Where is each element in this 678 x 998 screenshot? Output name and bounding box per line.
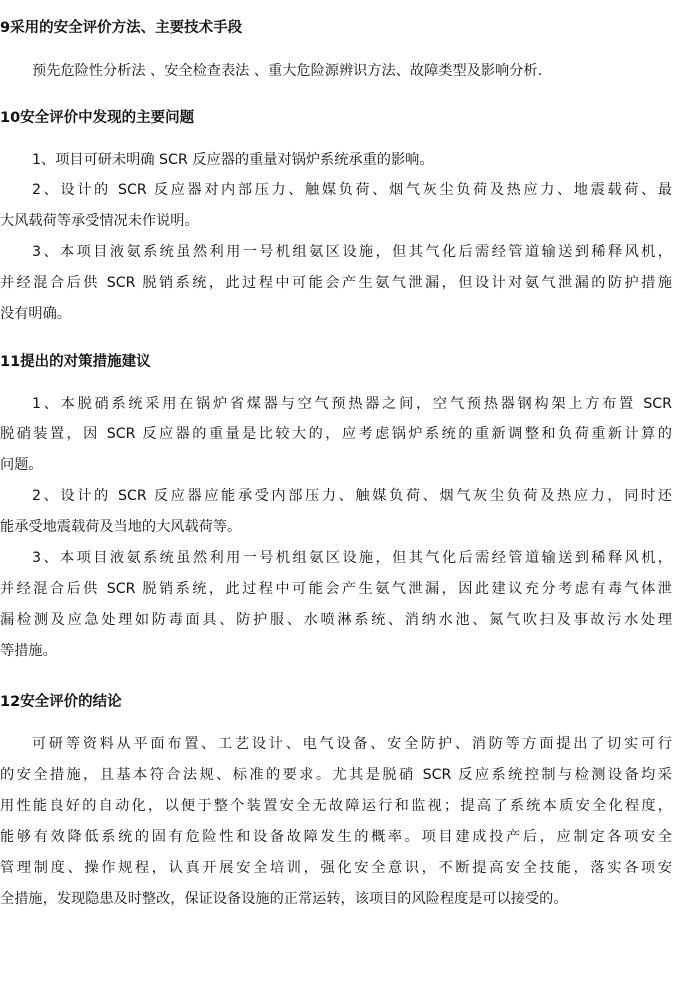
section-11-item-3-line-1: 3、本项目液氨系统虽然利用一号机组氨区设施，但其气化后需经管道输送到稀释风机， [32, 550, 672, 566]
section-11-item-3-line-3: 漏检测及应急处理如防毒面具、防护服、水喷淋系统、消纳水池、氮气吹扫及事故污水处理 [0, 612, 672, 628]
section-11-heading: 11提出的对策措施建议 [0, 354, 151, 370]
section-10-item-1: 1、项目可研未明确 SCR 反应器的重量对锅炉系统承重的影响。 [32, 152, 434, 168]
section-11-item-1-line-3: 问题。 [0, 457, 43, 473]
section-10-item-2-line-2: 大风载荷等承受情况未作说明。 [0, 213, 199, 229]
section-12-line-6: 全措施，发现隐患及时整改，保证设备设施的正常运转，该项目的风险程度是可以接受的。 [0, 891, 568, 907]
section-9-line-1: 预先危险性分析法 、安全检查表法 、重大危险源辨识方法、故障类型及影响分析. [32, 63, 543, 79]
section-10-item-3-line-2: 并经混合后供 SCR 脱销系统，此过程中可能会产生氨气泄漏，但设计对氨气泄漏的防护措施 [0, 275, 672, 291]
section-11-item-1-line-1: 1、本脱硝系统采用在锅炉省煤器与空气预热器之间，空气预热器钢构架上方布置 SCR [32, 396, 672, 412]
section-11-item-2-line-1: 2、设计的 SCR 反应器应能承受内部压力、触媒负荷、烟气灰尘负荷及热应力，同时还 [32, 488, 672, 504]
section-12-line-1: 可研等资料从平面布置、工艺设计、电气设备、安全防护、消防等方面提出了切实可行 [32, 736, 672, 752]
section-11-item-2-line-2: 能承受地震载荷及当地的大风载荷等。 [0, 519, 242, 535]
section-11-item-3-line-4: 等措施。 [0, 643, 57, 659]
section-10-item-3-line-3: 没有明确。 [0, 306, 71, 322]
section-12-line-5: 管理制度、操作规程，认真开展安全培训，强化安全意识，不断提高安全技能，落实各项安 [0, 860, 672, 876]
section-10-item-3-line-1: 3、本项目液氨系统虽然利用一号机组氨区设施，但其气化后需经管道输送到稀释风机， [32, 244, 672, 260]
section-10-item-2-line-1: 2、设计的 SCR 反应器对内部压力、触媒负荷、烟气灰尘负荷及热应力、地震载荷、最 [32, 182, 672, 198]
section-12-line-4: 能够有效降低系统的固有危险性和设备故障发生的概率。项目建成投产后，应制定各项安全 [0, 829, 672, 845]
section-10-heading: 10安全评价中发现的主要问题 [0, 110, 195, 126]
section-12-line-2: 的安全措施，且基本符合法规、标准的要求。尤其是脱硝 SCR 反应系统控制与检测设备均采 [0, 767, 672, 783]
section-9-heading: 9采用的安全评价方法、主要技术手段 [0, 20, 243, 36]
section-12-line-3: 用性能良好的自动化，以便于整个装置安全无故障运行和监视；提高了系统本质安全化程度， [0, 798, 672, 814]
section-12-heading: 12安全评价的结论 [0, 694, 122, 710]
section-11-item-1-line-2: 脱硝装置，因 SCR 反应器的重量是比较大的，应考虑锅炉系统的重新调整和负荷重新计算的 [0, 426, 672, 442]
section-11-item-3-line-2: 并经混合后供 SCR 脱销系统，此过程中可能会产生氨气泄漏，因此建议充分考虑有毒气体泄 [0, 581, 672, 597]
